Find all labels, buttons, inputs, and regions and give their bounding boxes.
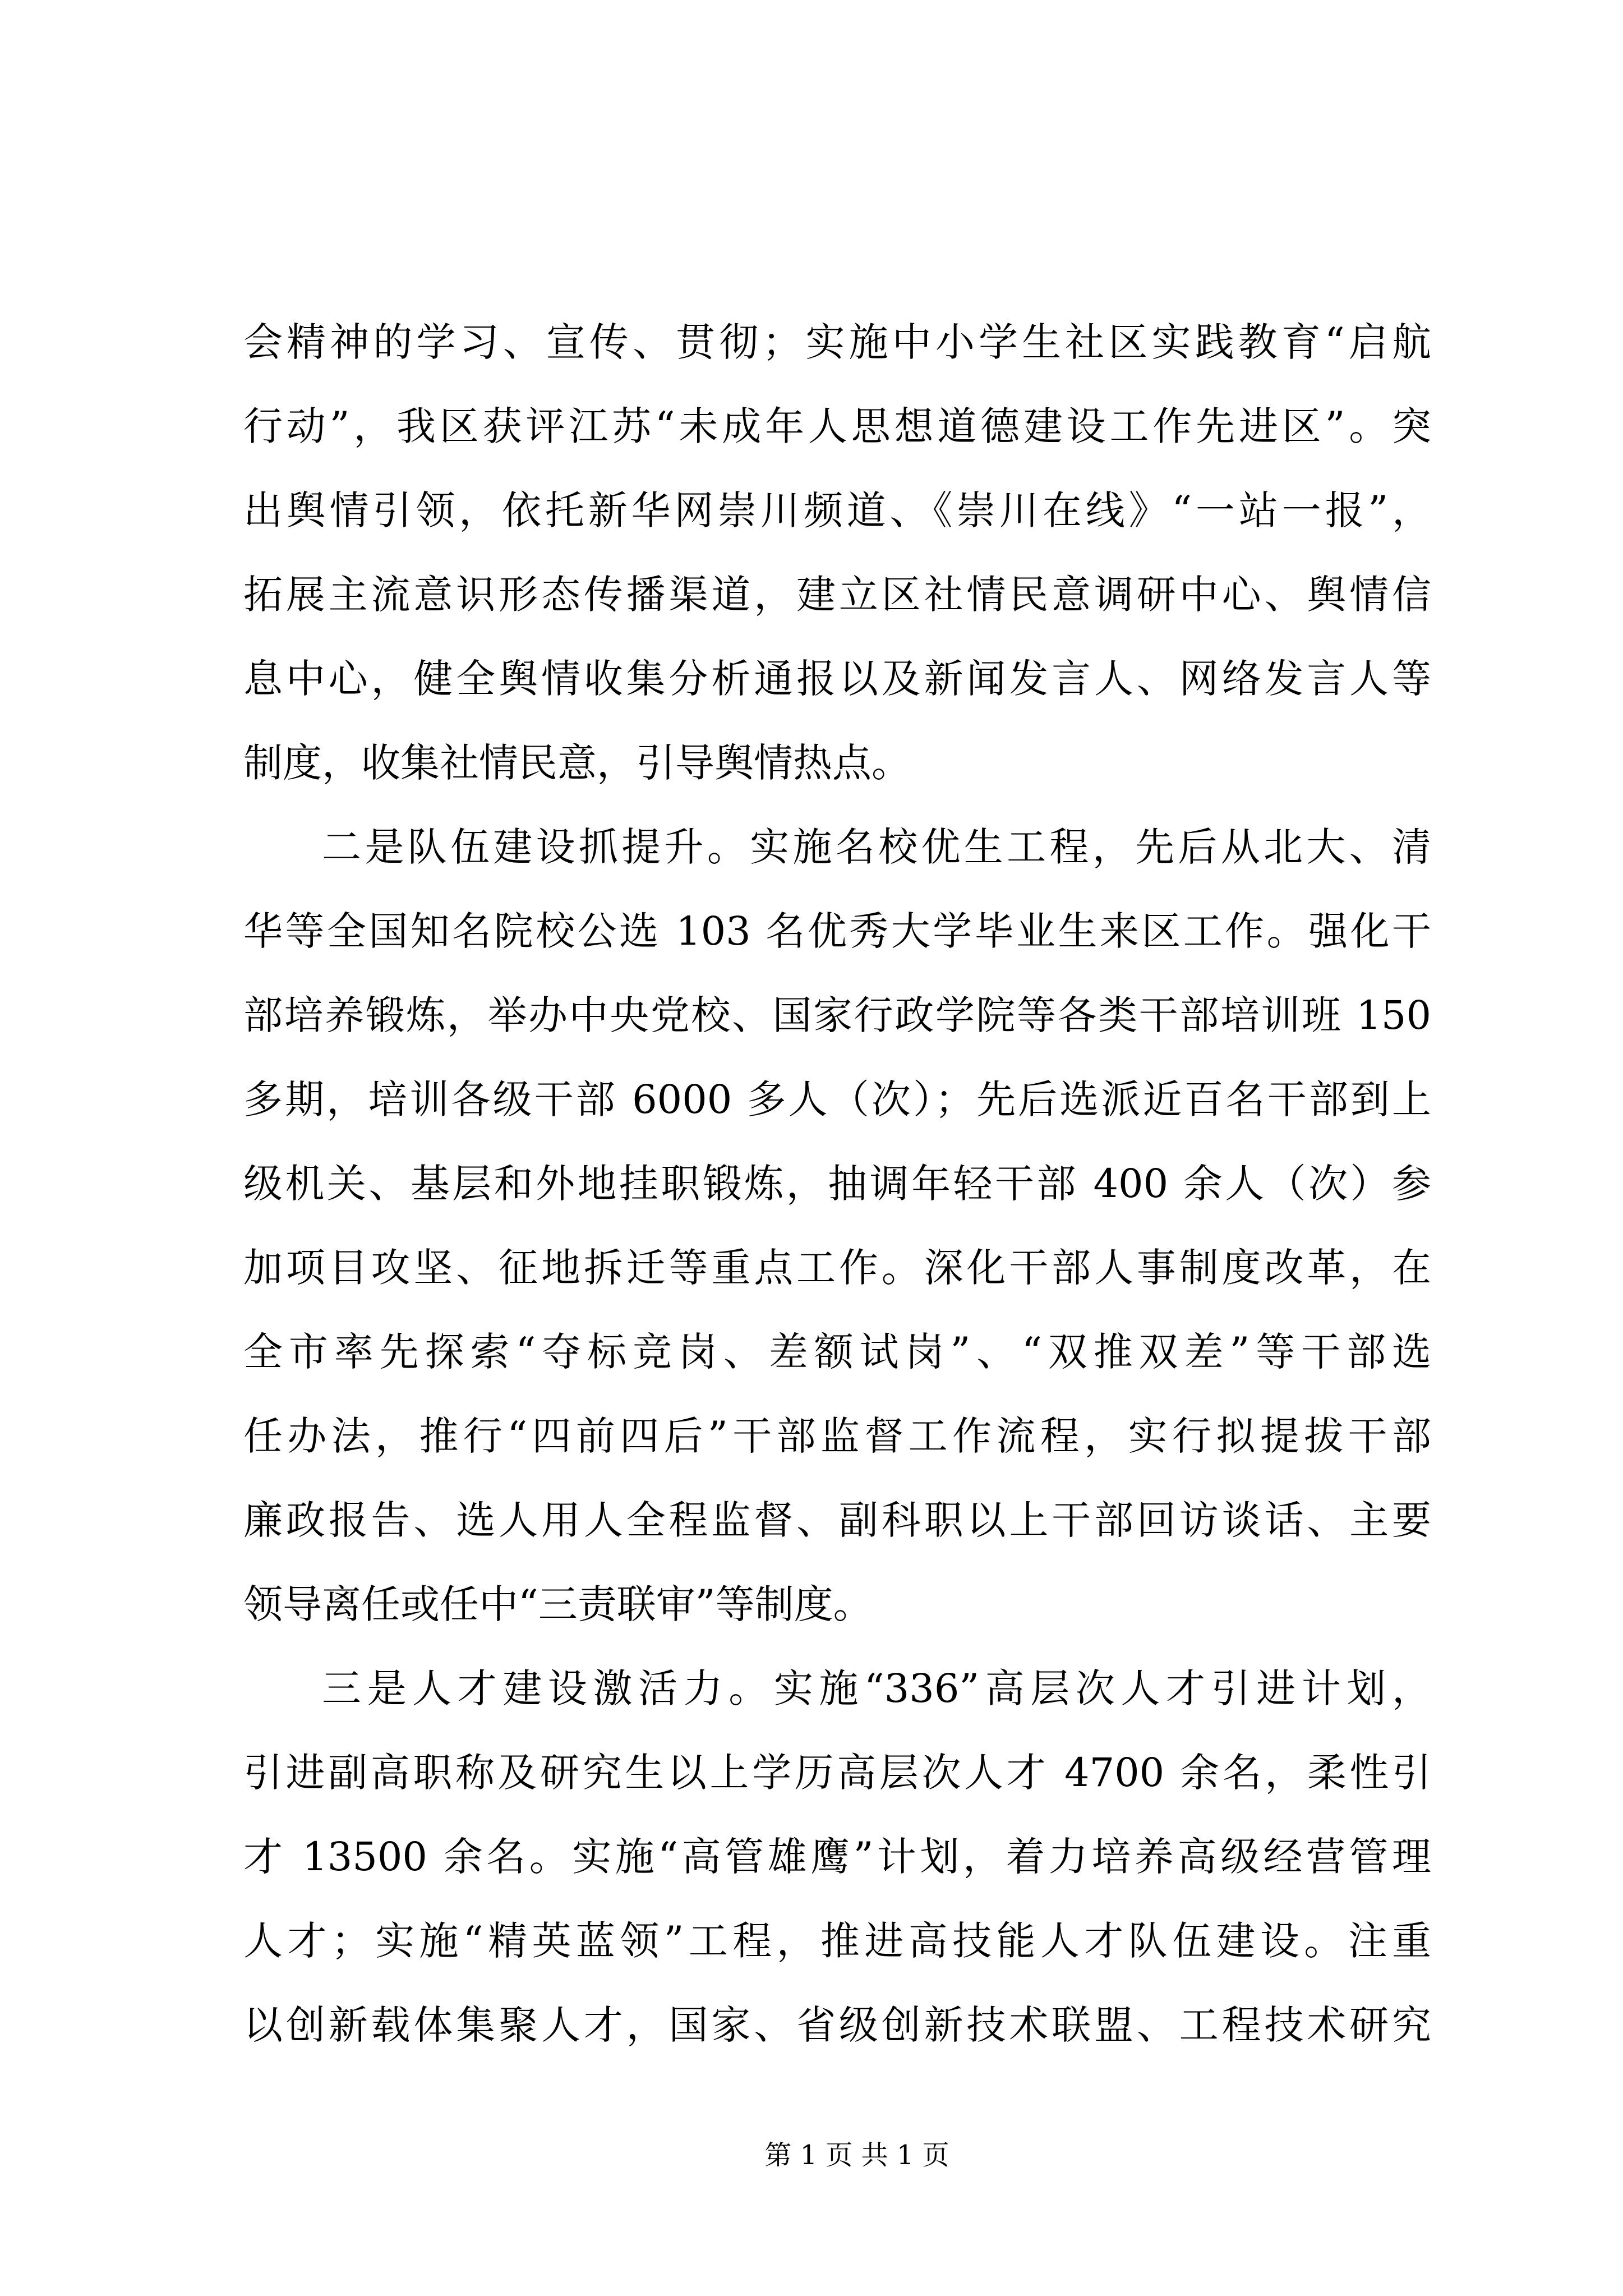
text-line: 引进副高职称及研究生以上学历高层次人才 4700 余名，柔性引: [243, 1750, 1431, 1796]
text-line: 出舆情引领，依托新华网崇川频道、《崇川在线》“一站一报”，: [243, 487, 1431, 533]
text-line: 部培养锻炼，举办中央党校、国家行政学院等各类干部培训班 150: [243, 992, 1431, 1038]
text-line: 加项目攻坚、征地拆迁等重点工作。深化干部人事制度改革，在: [243, 1245, 1431, 1291]
text-line: 行动”，我区获评江苏“未成年人思想道德建设工作先进区”。突: [243, 403, 1431, 449]
text-line: 多期，培训各级干部 6000 多人（次）；先后选派近百名干部到上: [243, 1076, 1431, 1122]
paragraph-2: [243, 805, 1431, 1646]
paragraph-1: [243, 300, 1431, 805]
text-line: 华等全国知名院校公选 103 名优秀大学毕业生来区工作。强化干: [243, 908, 1431, 954]
text-line: 人才；实施“精英蓝领”工程，推进高技能人才队伍建设。注重: [243, 1918, 1431, 1964]
text-line: 领导离任或任中“三责联审”等制度。: [243, 1581, 873, 1627]
document-body: [243, 300, 1431, 2067]
text-line: 三是人才建设激活力。实施“336”高层次人才引进计划，: [322, 1665, 1431, 1711]
text-line: 廉政报告、选人用人全程监督、副科职以上干部回访谈话、主要: [243, 1497, 1431, 1543]
text-line: 级机关、基层和外地挂职锻炼，抽调年轻干部 400 余人（次）参: [243, 1161, 1431, 1207]
text-line: 才 13500 余名。实施“高管雄鹰”计划，着力培养高级经营管理: [243, 1834, 1431, 1880]
text-line: 二是队伍建设抓提升。实施名校优生工程，先后从北大、清: [322, 824, 1431, 870]
text-line: 以创新载体集聚人才，国家、省级创新技术联盟、工程技术研究: [243, 2002, 1431, 2048]
page-number-footer: 第 1 页 共 1 页: [764, 2139, 949, 2171]
text-line: 全市率先探索“夺标竞岗、差额试岗”、“双推双差”等干部选: [243, 1329, 1431, 1375]
text-line: 会精神的学习、宣传、贯彻；实施中小学生社区实践教育“启航: [243, 319, 1431, 365]
paragraph-3: [243, 1646, 1431, 2067]
text-line: 任办法，推行“四前四后”干部监督工作流程，实行拟提拔干部: [243, 1413, 1431, 1459]
text-line: 息中心，健全舆情收集分析通报以及新闻发言人、网络发言人等: [243, 656, 1431, 702]
text-line: 拓展主流意识形态传播渠道，建立区社情民意调研中心、舆情信: [243, 572, 1431, 618]
text-line: 制度，收集社情民意，引导舆情热点。: [243, 740, 911, 786]
